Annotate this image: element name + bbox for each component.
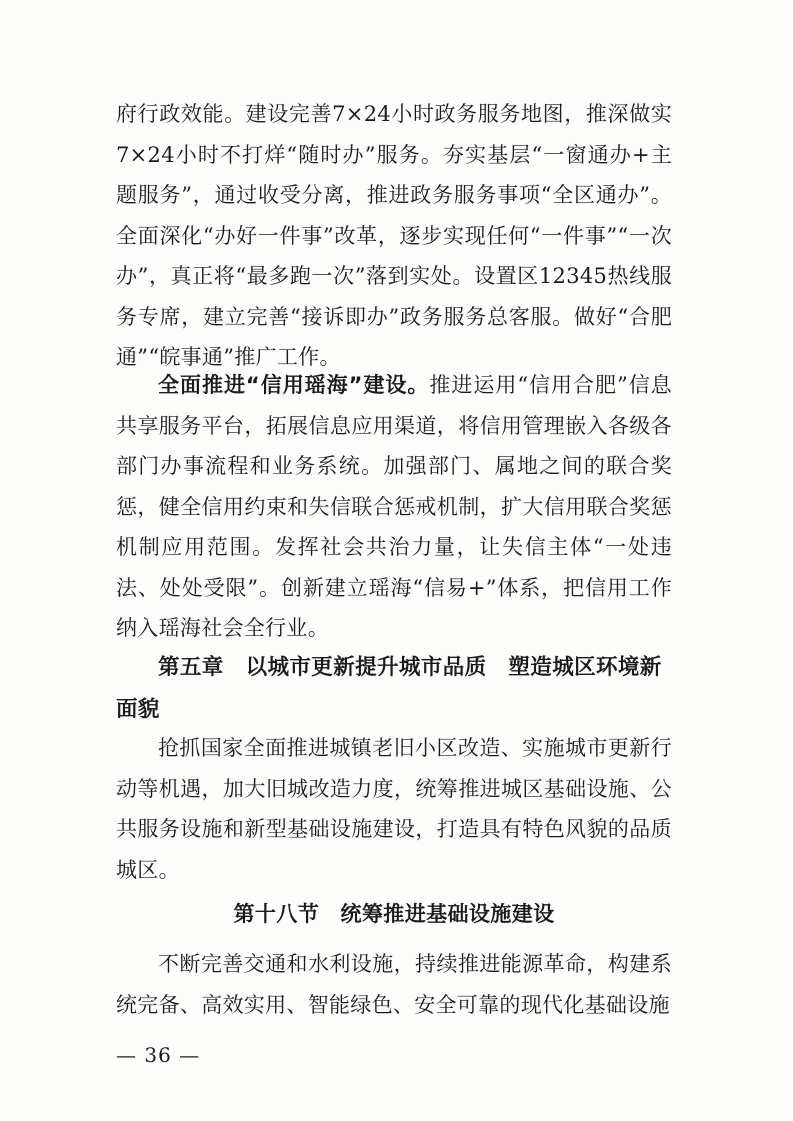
paragraph-body-text: 推进运用“信用合肥”信息共享服务平台，拓展信息应用渠道，将信用管理嵌入各级各部门办事流程和业务系统。加强部门、属地之间的联合奖惩，健全信用约束和失信联合惩戒机制，扩大信用联合奖惩机制应用范围。发挥社会共治力量，让失信主体“一处违法、处处受限”。创新建立瑶海“信易+”体系，把信用工作纳入瑶海社会全行业。 (116, 373, 672, 640)
page-number: — 36 — (116, 1043, 201, 1067)
body-paragraph-credit (116, 365, 672, 649)
body-paragraph-chapter-intro: 抢抓国家全面推进城镇老旧小区改造、实施城市更新行动等机遇，加大旧城改造力度，统筹推进城区基础设施、公共服务设施和新型基础设施建设，打造具有特色风貌的品质城区。 (116, 736, 672, 882)
body-paragraph-section-intro: 不断完善交通和水利设施，持续推进能源革命，构建系统完备、高效实用、智能绿色、安全可靠的现代化基础设施 (116, 952, 672, 1017)
body-paragraph-continued: 府行政效能。建设完善7×24小时政务服务地图，推深做实7×24小时不打烊“随时办”服务。夯实基层“一窗通办+主题服务”，通过收受分离，推进政务服务事项“全区通办”。全面深化“办好一件事”改革，逐步实现任何“一件事”“一次办”，真正将“最多跑一次”落到实处。设置区12345热线服务专席，建立完善“接诉即办”政务服务总客服。做好“合肥通”“皖事通”推广工作。 (116, 102, 672, 369)
chapter-heading: 第五章 以城市更新提升城市品质 塑造城区环境新面貌 (116, 655, 662, 722)
section-heading: 第十八节 统筹推进基础设施建设 (233, 902, 555, 926)
paragraph-lead-bold: 全面推进“信用瑶海”建设。 (158, 373, 430, 397)
